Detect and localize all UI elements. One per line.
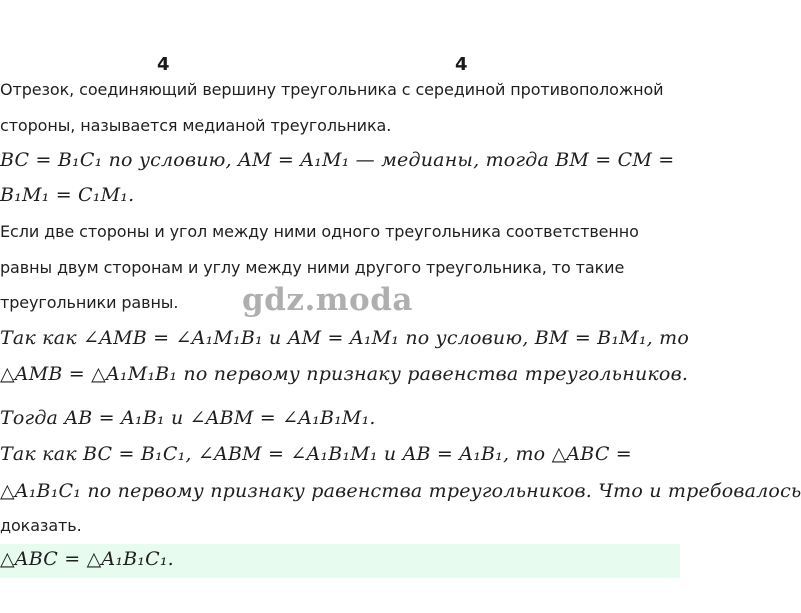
- definition-line-2: стороны, называется медианой треугольника.: [0, 116, 392, 135]
- answer-box: [0, 544, 680, 578]
- proof-line-5: △A₁B₁C₁ по первому признаку равенства треугольников. Что и требовалось: [0, 480, 801, 502]
- given-line-1: BC = B₁C₁ по условию, AM = A₁M₁ — медианы, тогда BM = CM =: [0, 149, 675, 171]
- proof-line-6: доказать.: [0, 516, 82, 535]
- theorem-line-1: Если две стороны и угол между ними одного треугольника соответственно: [0, 222, 639, 241]
- answer-text: △ABC = △A₁B₁C₁.: [0, 548, 174, 570]
- proof-line-3: Тогда AB = A₁B₁ и ∠ABM = ∠A₁B₁M₁.: [0, 407, 376, 429]
- proof-line-2: △AMB = △A₁M₁B₁ по первому признаку равенства треугольников.: [0, 363, 689, 385]
- proof-line-1: Так как ∠AMB = ∠A₁M₁B₁ и AM = A₁M₁ по условию, BM = B₁M₁, то: [0, 327, 689, 349]
- proof-line-4: Так как BC = B₁C₁, ∠ABM = ∠A₁B₁M₁ и AB = A₁B₁, то △ABC =: [0, 443, 632, 465]
- theorem-line-3: треугольники равны.: [0, 293, 179, 312]
- given-line-2: B₁M₁ = C₁M₁.: [0, 184, 135, 206]
- theorem-line-2: равны двум сторонам и углу между ними другого треугольника, то такие: [0, 258, 625, 277]
- watermark-logo: gdz.moda: [242, 282, 413, 318]
- top-mark-left: 4: [157, 54, 170, 75]
- top-mark-right: 4: [455, 54, 468, 75]
- definition-line-1: Отрезок, соединяющий вершину треугольника с серединой противоположной: [0, 80, 664, 99]
